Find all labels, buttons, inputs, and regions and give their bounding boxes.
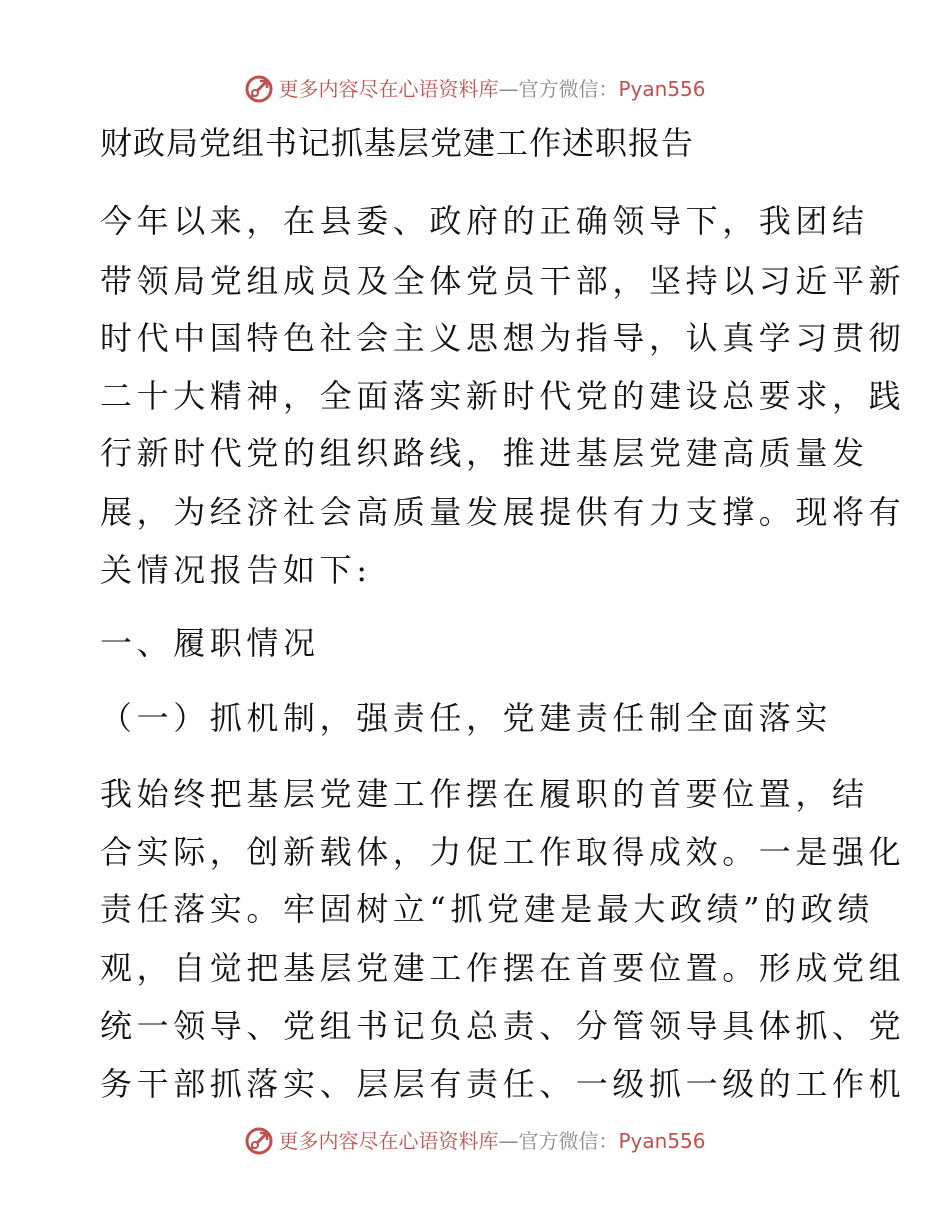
intro-line-4: 二十大精神，全面落实新时代党的建设总要求，践	[100, 377, 906, 415]
watermark-main-text: 更多内容尽在心语资料库	[278, 77, 499, 101]
watermark-header	[0, 74, 950, 104]
watermark-footer	[0, 1126, 950, 1156]
intro-line-5: 行新时代党的组织路线，推进基层党建高质量发	[100, 434, 869, 472]
intro-line-7: 关情况报告如下:	[100, 551, 372, 589]
watermark-official-label: 官方微信	[518, 77, 599, 101]
document-title: 财政局党组书记抓基层党建工作述职报告	[100, 124, 695, 162]
watermark-wechat-id: Pyan556	[618, 1129, 706, 1153]
watermark-separator: —	[498, 1129, 519, 1153]
watermark-colon: ：	[598, 77, 619, 101]
section-heading-1: 一、履职情况	[100, 624, 320, 662]
watermark-colon: ：	[598, 1129, 619, 1153]
body-line-3: 责任落实。牢固树立“抓党建是最大政绩”的政绩	[100, 890, 874, 928]
brand-logo-icon	[244, 74, 274, 104]
body-line-5: 统一领导、党组书记负总责、分管领导具体抓、党	[100, 1007, 906, 1045]
body-line-2: 合实际，创新载体，力促工作取得成效。一是强化	[100, 833, 906, 871]
intro-line-2: 带领局党组成员及全体党员干部，坚持以习近平新	[100, 262, 906, 300]
watermark-wechat-id: Pyan556	[618, 77, 706, 101]
intro-line-1: 今年以来，在县委、政府的正确领导下，我团结	[100, 202, 869, 240]
body-line-1: 我始终把基层党建工作摆在履职的首要位置，结	[100, 775, 869, 813]
intro-line-6: 展，为经济社会高质量发展提供有力支撑。现将有	[100, 493, 906, 531]
watermark-main-text: 更多内容尽在心语资料库	[278, 1129, 499, 1153]
watermark-official-label: 官方微信	[518, 1129, 599, 1153]
body-line-6: 务干部抓落实、层层有责任、一级抓一级的工作机	[100, 1065, 906, 1103]
intro-line-3: 时代中国特色社会主义思想为指导，认真学习贯彻	[100, 319, 906, 357]
body-line-4: 观，自觉把基层党建工作摆在首要位置。形成党组	[100, 949, 906, 987]
brand-logo-icon	[244, 1126, 274, 1156]
subsection-heading-1: （一）抓机制，强责任，党建责任制全面落实	[100, 699, 833, 737]
watermark-separator: —	[498, 77, 519, 101]
